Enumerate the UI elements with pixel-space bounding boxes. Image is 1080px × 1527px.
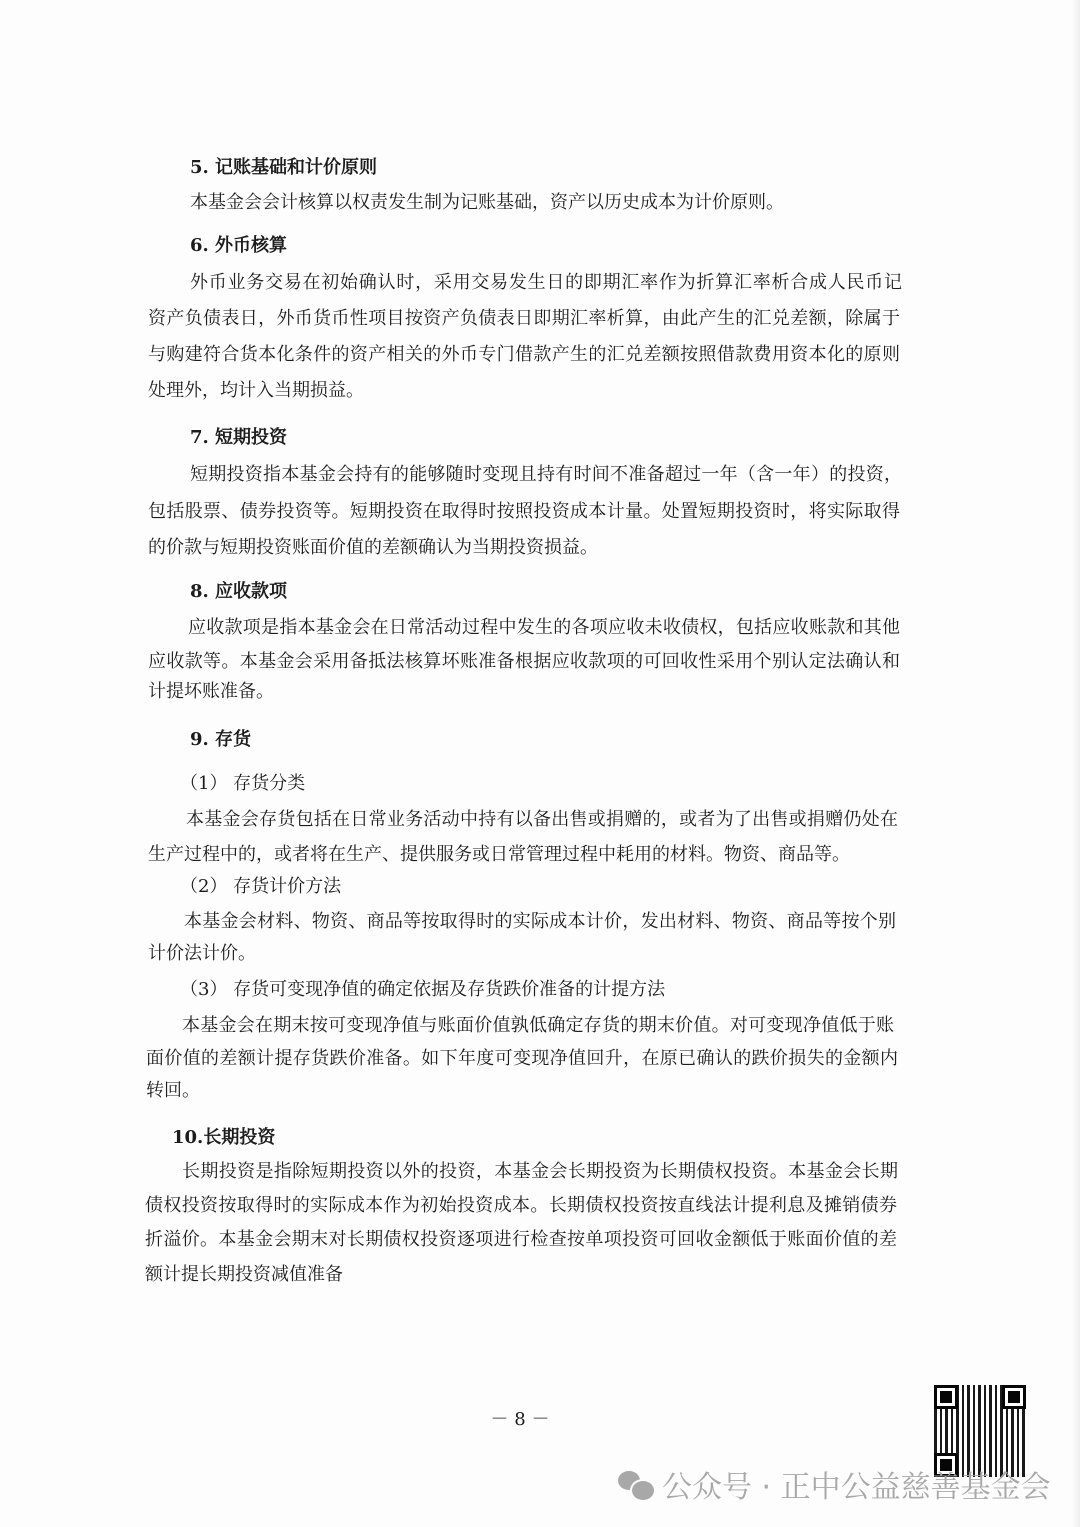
paragraph-line: 应收款等。本基金会采用备抵法核算坏账准备根据应收款项的可回收性采用个别认定法确认和	[148, 651, 900, 672]
section-heading: 9. 存货	[190, 729, 252, 750]
paragraph-line: 包括股票、债券投资等。短期投资在取得时按照投资成本计量。处置短期投资时，将实际取得	[148, 501, 900, 522]
paragraph-line: 长期投资是指除短期投资以外的投资，本基金会长期投资为长期债权投资。本基金会长期	[182, 1161, 898, 1182]
scan-edge	[1072, 0, 1080, 1527]
paragraph-line: 本基金会在期末按可变现净值与账面价值孰低确定存货的期末价值。对可变现净值低于账	[182, 1015, 894, 1036]
watermark	[618, 1462, 1051, 1506]
paragraph-line: 折溢价。本基金会期末对长期债权投资逐项进行检查按单项投资可回收金额低于账面价值的差	[145, 1229, 897, 1250]
section-heading: 8. 应收款项	[190, 581, 288, 602]
section-heading: 5. 记账基础和计价原则	[190, 157, 378, 178]
paragraph-line: 计提坏账准备。	[148, 681, 274, 702]
paragraph-line: 的价款与短期投资账面价值的差额确认为当期投资损益。	[148, 537, 598, 558]
paragraph-line: 处理外，均计入当期损益。	[148, 380, 364, 401]
paragraph-line: 短期投资指本基金会持有的能够随时变现且持有时间不准备超过一年（含一年）的投资，	[190, 464, 902, 485]
paragraph-line: 额计提长期投资减值准备	[145, 1264, 343, 1285]
paragraph-line: 本基金会会计核算以权责发生制为记账基础，资产以历史成本为计价原则。	[190, 192, 784, 213]
paragraph-line: 生产过程中的，或者将在生产、提供服务或日常管理过程中耗用的材料。物资、商品等。	[148, 844, 850, 865]
paragraph-line: 与购建符合货本化条件的资产相关的外币专门借款产生的汇兑差额按照借款费用资本化的原则	[148, 344, 900, 365]
paragraph-line: 面价值的差额计提存货跌价准备。如下年度可变现净值回升，在原已确认的跌价损失的金额内	[146, 1048, 898, 1069]
paragraph-line: 转回。	[146, 1080, 200, 1101]
paragraph-line: 本基金会存货包括在日常业务活动中持有以备出售或捐赠的，或者为了出售或捐赠仍处在	[186, 809, 898, 830]
watermark-text: 公众号 · 正中公益慈善基金会	[662, 1470, 1051, 1505]
paragraph-line: 应收款项是指本基金会在日常活动过程中发生的各项应收未收债权，包括应收账款和其他	[188, 617, 900, 638]
paragraph-line: 外币业务交易在初始确认时，采用交易发生日的即期汇率作为折算汇率析合成人民币记	[190, 272, 902, 293]
section-heading: 6. 外币核算	[190, 235, 288, 256]
paragraph-line: 资产负债表日，外币货币性项目按资产负债表日即期汇率析算，由此产生的汇兑差额，除属于	[148, 308, 900, 329]
subsection-title: （3） 存货可变现净值的确定依据及存货跌价准备的计提方法	[180, 979, 666, 1000]
section-heading: 10.长期投资	[172, 1127, 276, 1148]
paragraph-line: 计价法计价。	[148, 943, 256, 964]
subsection-title: （1） 存货分类	[180, 773, 306, 794]
paragraph-line: 本基金会材料、物资、商品等按取得时的实际成本计价，发出材料、物资、商品等按个别	[184, 911, 896, 932]
paragraph-line: 债权投资按取得时的实际成本作为初始投资成本。长期债权投资按直线法计提利息及摊销债券	[145, 1195, 897, 1216]
wechat-icon	[618, 1469, 654, 1499]
section-heading: 7. 短期投资	[190, 427, 288, 448]
subsection-title: （2） 存货计价方法	[180, 876, 342, 897]
page-number: － 8 －	[490, 1409, 550, 1430]
